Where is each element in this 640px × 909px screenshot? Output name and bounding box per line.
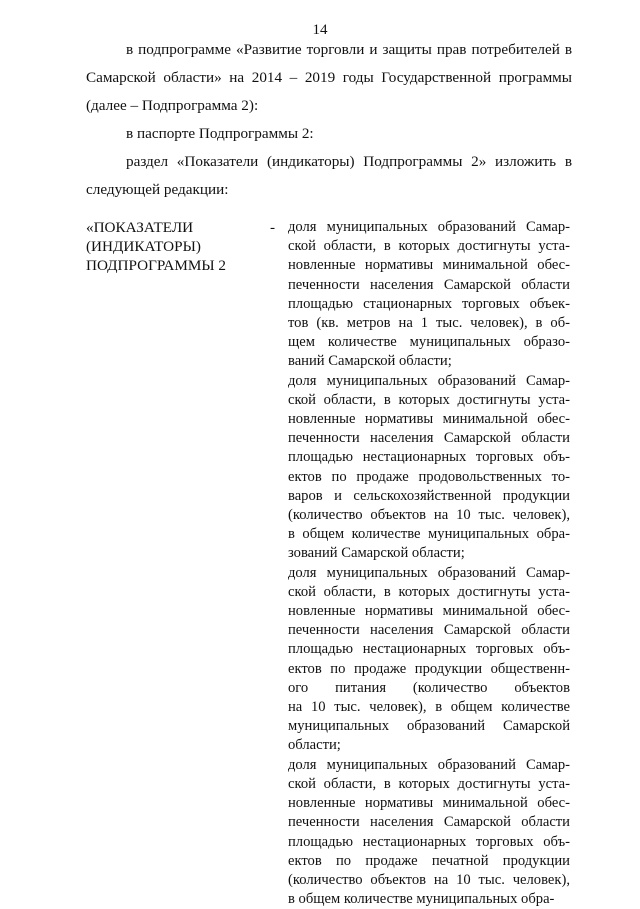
indicators-list — [288, 218, 570, 909]
indicator-text-line: новленные нормативы минимальной обес- — [288, 795, 570, 812]
section-heading-line: ПОДПРОГРАММЫ 2 — [86, 257, 227, 275]
indicator-text-line: варов и сельскохозяйственной продукции — [288, 487, 570, 504]
intro-paragraph-3: раздел «Показатели (индикаторы) Подпрограммы 2» изложить в следующей редакции: — [86, 153, 572, 198]
intro-paragraph-2: в паспорте Подпрограммы 2: — [126, 125, 314, 142]
indicator-text-line: (количество объектов на 10 тыс. человек), — [288, 871, 570, 888]
indicator-text-line: области; — [288, 737, 341, 754]
intro-paragraph-1: в подпрограмме «Развитие торговли и защиты прав потребителей в Самарской области» на 2014 – 2019 годы Государственной программы (далее – Подпрограмма 2): — [86, 41, 572, 114]
indicator-text-line: в общем количестве муниципальных обра- — [288, 526, 570, 543]
indicator-text-line: ектов по продаже печатной продукции — [288, 852, 570, 869]
indicator-text-line: доля муниципальных образований Самар- — [288, 756, 570, 773]
page-number: 14 — [312, 22, 328, 38]
indicator-text-line: новленные нормативы минимальной обес- — [288, 603, 570, 620]
indicator-text-line: ваний Самарской области; — [288, 353, 452, 370]
indicator-text-line: ого питания (количество объектов — [288, 679, 570, 696]
indicator-text-line: на 10 тыс. человек), в общем количестве — [288, 699, 570, 716]
indicator-text-line: в общем количестве муниципальных обра- — [288, 891, 555, 908]
section-heading — [86, 218, 256, 276]
indicator-text-line: печенности населения Самарской области — [288, 430, 570, 447]
indicator-text-line: площадью стационарных торговых объек- — [288, 295, 570, 312]
indicator-text-line: доля муниципальных образований Самар- — [288, 564, 570, 581]
list-dash: - — [270, 219, 276, 236]
indicator-text-line: щем количестве муниципальных образо- — [288, 334, 570, 351]
indicator-text-line: (количество объектов на 10 тыс. человек), — [288, 507, 570, 524]
section-heading-line: (ИНДИКАТОРЫ) — [86, 238, 201, 256]
indicator-text-line: зований Самарской области; — [288, 545, 465, 562]
indicator-text-line: доля муниципальных образований Самар- — [288, 219, 570, 235]
section-heading-line: «ПОКАЗАТЕЛИ — [86, 219, 194, 236]
indicator-text-line: площадью нестационарных торговых объ- — [288, 833, 570, 850]
indicator-text-line: площадью нестационарных торговых объ- — [288, 449, 570, 466]
indicator-text-line: новленные нормативы минимальной обес- — [288, 257, 570, 274]
indicator-text-line: ектов по продаже продовольственных то- — [288, 468, 570, 485]
indicator-text-line: печенности населения Самарской области — [288, 814, 570, 831]
indicator-text-line: ской области, в которых достигнуты уста- — [288, 775, 570, 792]
indicator-text-line: ектов по продаже продукции общественн- — [288, 660, 570, 677]
intro-text — [86, 36, 572, 204]
indicator-text-line: тов (кв. метров на 1 тыс. человек), в об- — [288, 315, 570, 332]
indicator-text-line: печенности населения Самарской области — [288, 622, 570, 639]
indicator-text-line: ской области, в которых достигнуты уста- — [288, 238, 570, 255]
indicator-text-line: печенности населения Самарской области — [288, 276, 570, 293]
indicator-text-line: доля муниципальных образований Самар- — [288, 372, 570, 389]
indicator-text-line: муниципальных образований Самарской — [288, 718, 570, 735]
indicator-text-line: ской области, в которых достигнуты уста- — [288, 391, 570, 408]
indicator-text-line: площадью нестационарных торговых объ- — [288, 641, 570, 658]
indicator-text-line: ской области, в которых достигнуты уста- — [288, 583, 570, 600]
indicator-text-line: новленные нормативы минимальной обес- — [288, 411, 570, 428]
